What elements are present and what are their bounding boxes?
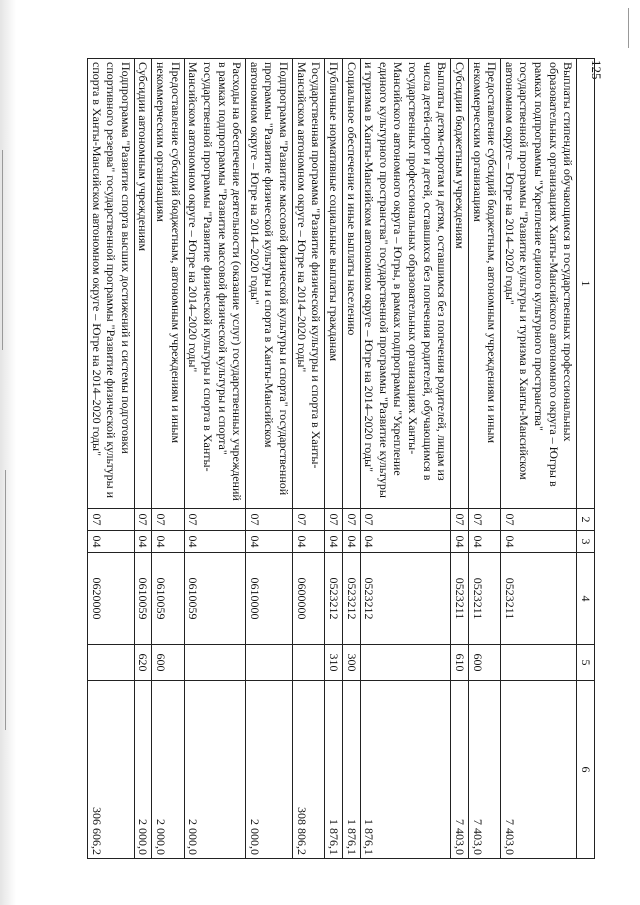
row-expense-type [360, 645, 451, 681]
row-target-article: 0610000 [246, 553, 293, 645]
row-subsection-code: 04 [293, 531, 325, 553]
row-subsection-code: 04 [152, 531, 184, 553]
row-section-code: 07 [343, 509, 361, 531]
row-expense-type: 610 [451, 645, 469, 681]
column-header: 3 [577, 531, 595, 553]
row-target-article: 0620000 [88, 553, 135, 645]
column-header: 4 [577, 553, 595, 645]
row-expense-type: 310 [325, 645, 343, 681]
row-name-cell: Субсидии бюджетным учреждениям [451, 59, 469, 509]
row-section-code: 07 [134, 509, 152, 531]
column-header: 6 [577, 681, 595, 859]
row-name-cell: Социальное обеспечение и иные выплаты населению [343, 59, 361, 509]
row-section-code: 07 [88, 509, 135, 531]
column-header: 2 [577, 509, 595, 531]
row-name-cell: Публичные нормативные социальные выплаты гражданам [325, 59, 343, 509]
table-row [469, 59, 501, 859]
scan-artifact-line [5, 470, 6, 730]
table-row [246, 59, 293, 859]
row-section-code: 07 [469, 509, 501, 531]
row-name-cell: Выплаты детям-сиротам и детям, оставшимся без попечения родителей, лицам из числа детей-сирот и детей, оставшихся без попечения родителей, обучающимся в государственных профессиональных образовательных организациях Ханты-Мансийского автономного округа – Югры, в рамках подпрограммы "Укрепление единого культурного пространства" государственной программы "Развитие культуры и туризма в Ханты-Мансийском автономном округе – Югре на 2014–2020 годы" [360, 59, 451, 509]
row-name-cell: Предоставление субсидий бюджетным, автономным учреждениям и иным некоммерческим организациям [469, 59, 501, 509]
row-amount: 2 000,0 [184, 681, 246, 859]
row-expense-type: 600 [469, 645, 501, 681]
row-amount: 2 000,0 [134, 681, 152, 859]
budget-table [87, 58, 595, 859]
row-amount: 306 606,2 [88, 681, 135, 859]
row-subsection-code: 04 [451, 531, 469, 553]
row-name-cell: Государственная программа "Развитие физической культуры и спорта в Ханты-Мансийском автономном округе – Югре на 2014–2020 годы" [293, 59, 325, 509]
table-row [501, 59, 577, 859]
page-number: 125 [589, 60, 604, 80]
column-header: 5 [577, 645, 595, 681]
table-row [293, 59, 325, 859]
row-amount: 1 876,1 [343, 681, 361, 859]
row-name-cell: Подпрограмма "Развитие массовой физической культуры и спорта" государственной программы "Развитие физической культуры и спорта в Ханты-Мансийском автономном округе – Югре на 2014–2020 годы" [246, 59, 293, 509]
rotated-table-container [85, 58, 595, 858]
table-row [152, 59, 184, 859]
row-subsection-code: 04 [360, 531, 451, 553]
scan-edge-shadow [0, 0, 16, 905]
row-amount: 2 000,0 [246, 681, 293, 859]
table-row [325, 59, 343, 859]
row-name-cell: Выплаты стипендий обучающимся в государственных профессиональных образовательных организациях Ханты-Мансийского автономного округа – Югры в рамках подпрограммы "Укрепление единого культурного пространства" государственной программы "Развитие культуры и туризма в Ханты-Мансийском автономном округе – Югре на 2014–2020 годы" [501, 59, 577, 509]
row-target-article: 0610059 [152, 553, 184, 645]
row-amount: 308 806,2 [293, 681, 325, 859]
row-target-article: 0610059 [184, 553, 246, 645]
table-row [451, 59, 469, 859]
row-expense-type [501, 645, 577, 681]
row-subsection-code: 04 [184, 531, 246, 553]
row-section-code: 07 [360, 509, 451, 531]
row-expense-type [293, 645, 325, 681]
table-row [184, 59, 246, 859]
row-target-article: 0523211 [469, 553, 501, 645]
row-amount: 7 403,0 [501, 681, 577, 859]
table-row [343, 59, 361, 859]
row-section-code: 07 [501, 509, 577, 531]
row-expense-type: 620 [134, 645, 152, 681]
row-amount: 1 876,1 [325, 681, 343, 859]
row-subsection-code: 04 [88, 531, 135, 553]
row-section-code: 07 [451, 509, 469, 531]
scan-artifact-line [628, 8, 629, 48]
row-target-article: 0523211 [501, 553, 577, 645]
row-name-cell: Предоставление субсидий бюджетным, автономным учреждениям и иным некоммерческим организациям [152, 59, 184, 509]
table-header-row [577, 59, 595, 859]
row-expense-type [184, 645, 246, 681]
row-target-article: 0523212 [325, 553, 343, 645]
row-amount: 1 876,1 [360, 681, 451, 859]
row-amount: 7 403,0 [469, 681, 501, 859]
row-section-code: 07 [325, 509, 343, 531]
row-amount: 2 000,0 [152, 681, 184, 859]
row-target-article: 0523212 [360, 553, 451, 645]
column-header: 1 [577, 59, 595, 509]
row-subsection-code: 04 [469, 531, 501, 553]
row-name-cell: Субсидии автономным учреждениям [134, 59, 152, 509]
row-section-code: 07 [152, 509, 184, 531]
row-section-code: 07 [246, 509, 293, 531]
row-expense-type [88, 645, 135, 681]
row-expense-type: 600 [152, 645, 184, 681]
row-section-code: 07 [293, 509, 325, 531]
table-row [360, 59, 451, 859]
row-target-article: 0600000 [293, 553, 325, 645]
row-subsection-code: 04 [134, 531, 152, 553]
row-target-article: 0523211 [451, 553, 469, 645]
table-row [134, 59, 152, 859]
row-name-cell: Подпрограмма "Развитие спорта высших достижений и системы подготовки спортивного резерва" государственной программы "Развитие физической культуры и спорта в Ханты-Мансийском автономном округе – Югре на 2014–2020 годы" [88, 59, 135, 509]
scan-artifact-line [2, 150, 3, 350]
row-subsection-code: 04 [325, 531, 343, 553]
row-target-article: 0523212 [343, 553, 361, 645]
row-section-code: 07 [184, 509, 246, 531]
row-expense-type: 300 [343, 645, 361, 681]
row-name-cell: Расходы на обеспечение деятельности (оказание услуг) государственных учреждений в рамках подпрограммы "Развитие массовой физической культуры и спорта" государственной программы "Развитие физической культуры и спорта в Ханты-Мансийском автономном округе – Югре на 2014–2020 годы" [184, 59, 246, 509]
row-expense-type [246, 645, 293, 681]
table-row [88, 59, 135, 859]
row-subsection-code: 04 [246, 531, 293, 553]
row-target-article: 0610059 [134, 553, 152, 645]
row-amount: 7 403,0 [451, 681, 469, 859]
row-subsection-code: 04 [343, 531, 361, 553]
row-subsection-code: 04 [501, 531, 577, 553]
